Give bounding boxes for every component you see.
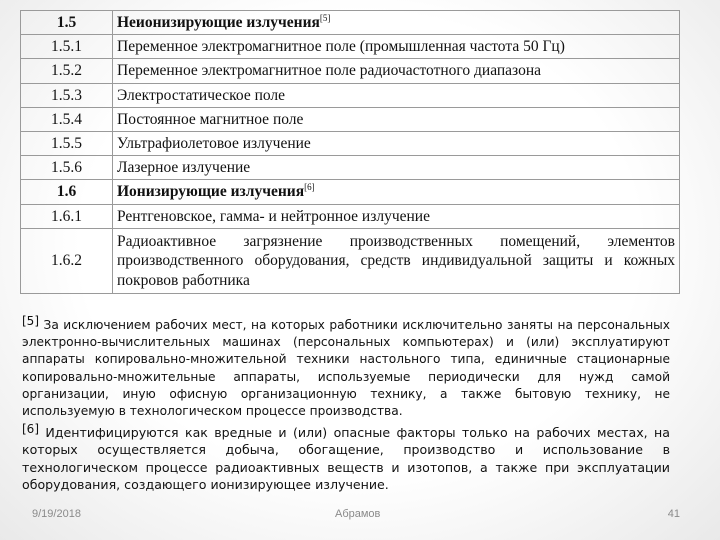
footnote-6-text: Идентифицируются как вредные и (или) опасные факторы только на рабочих местах, на которых осуществляется добыча, обогащение, производство и использование в технологическом процессе радиоактивных веществ и изотопов, а также при эксплуатации оборудования, создающего ионизирующее излучение. xyxy=(22,425,670,492)
row-code: 1.5 xyxy=(21,11,113,35)
row-text: Радиоактивное загрязнение производственных помещений, элементов производственного оборудования, средств индивидуальной защиты и кожных покровов работника xyxy=(113,228,680,294)
table-row xyxy=(21,83,680,107)
page-number: 41 xyxy=(667,508,680,520)
row-text xyxy=(113,180,680,204)
row-code: 1.5.2 xyxy=(21,59,113,83)
table-row xyxy=(21,132,680,156)
table-row xyxy=(21,107,680,131)
slide-footer xyxy=(0,508,720,526)
table-row xyxy=(21,180,680,204)
footnote-5-text: За исключением рабочих мест, на которых работники исключительно заняты на персональных электронно-вычислительных машинах (персональных компьютерах) и (или) эксплуатируют аппараты копировально-множительной техники настольного типа, единичные стационарные копировально-множительные аппараты, используемые периодически для нужд самой организации, иную офисную организационную технику, а также бытовую технику, не используемую в технологическом процессе производства. xyxy=(22,318,671,419)
table-row xyxy=(21,59,680,83)
row-text xyxy=(113,11,680,35)
footnotes xyxy=(22,314,671,497)
row-code: 1.5.5 xyxy=(21,132,113,156)
row-text: Ультрафиолетовое излучение xyxy=(113,132,680,156)
table-row xyxy=(21,228,680,294)
row-title: Ионизирующие излучения xyxy=(117,183,305,201)
footnote-6 xyxy=(22,424,670,493)
footer-author: Абрамов xyxy=(335,508,381,520)
row-code: 1.5.3 xyxy=(21,83,113,107)
table-row xyxy=(21,204,680,228)
footnote-5 xyxy=(22,314,671,420)
table-row xyxy=(21,156,680,180)
row-code: 1.5.4 xyxy=(21,107,113,131)
factors-table xyxy=(20,10,680,294)
footnote-6-marker: [6] xyxy=(22,422,39,437)
row-code: 1.5.1 xyxy=(21,35,113,59)
row-text: Постоянное магнитное поле xyxy=(113,107,680,131)
row-text: Переменное электромагнитное поле (промышленная частота 50 Гц) xyxy=(113,35,680,59)
footnote-ref: [6] xyxy=(304,182,315,193)
row-text: Лазерное излучение xyxy=(113,156,680,180)
table-row xyxy=(21,11,680,35)
footer-date: 9/19/2018 xyxy=(32,508,81,520)
row-text: Переменное электромагнитное поле радиочастотного диапазона xyxy=(113,59,680,83)
row-text: Рентгеновское, гамма- и нейтронное излучение xyxy=(113,204,680,228)
row-code: 1.5.6 xyxy=(21,156,113,180)
table-row xyxy=(21,35,680,59)
row-code: 1.6 xyxy=(21,180,113,204)
row-code: 1.6.2 xyxy=(21,228,113,294)
row-title: Неионизирующие излучения xyxy=(117,14,320,31)
row-code: 1.6.1 xyxy=(21,204,113,228)
footnote-5-marker: [5] xyxy=(22,314,39,328)
footnote-ref: [5] xyxy=(319,13,331,23)
row-text: Электростатическое поле xyxy=(113,83,680,107)
